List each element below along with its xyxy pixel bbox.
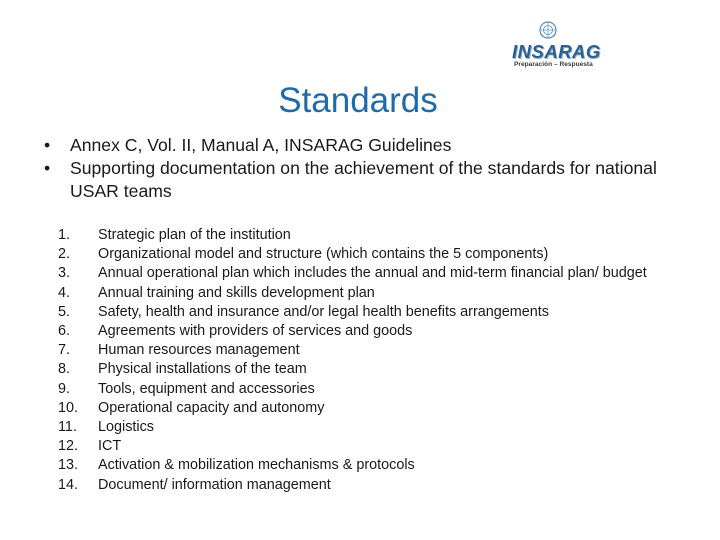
list-item: [58, 341, 668, 360]
bullet-item: [44, 134, 684, 157]
list-item: [58, 264, 668, 283]
item-text: Document/ information management: [98, 476, 331, 493]
bullet-dot-icon: •: [44, 135, 51, 155]
slide-title: Standards: [278, 81, 438, 120]
item-text: Human resources management: [98, 342, 300, 359]
list-item: [58, 303, 668, 322]
list-item: [58, 476, 668, 495]
list-item: [58, 245, 668, 264]
item-number: 13.: [58, 457, 79, 474]
item-number: 6.: [58, 323, 71, 340]
insarag-logo: [512, 20, 608, 72]
item-number: 2.: [58, 246, 71, 263]
list-item: [58, 437, 668, 456]
item-text: Activation & mobilization mechanisms & protocols: [98, 457, 415, 474]
numbered-list: [58, 226, 668, 495]
list-item: [58, 322, 668, 341]
item-text: Operational capacity and autonomy: [98, 399, 325, 416]
item-number: 5.: [58, 303, 71, 320]
item-number: 14.: [58, 476, 79, 493]
item-number: 10.: [58, 399, 79, 416]
item-text: Logistics: [98, 419, 154, 436]
bullet-text: Supporting documentation on the achievement of the standards for national USAR teams: [70, 158, 657, 201]
bullet-text: Annex C, Vol. II, Manual A, INSARAG Guidelines: [70, 135, 452, 155]
item-text: Safety, health and insurance and/or legal health benefits arrangements: [98, 303, 549, 320]
bullet-list: [44, 134, 684, 203]
bullet-dot-icon: •: [44, 158, 51, 178]
item-text: Annual training and skills development plan: [98, 284, 375, 301]
list-item: [58, 284, 668, 303]
item-text: ICT: [98, 438, 122, 455]
item-text: Agreements with providers of services and goods: [98, 323, 413, 340]
list-item: [58, 399, 668, 418]
list-item: [58, 418, 668, 437]
item-text: Annual operational plan which includes the annual and mid-term financial plan/ budget: [98, 265, 647, 282]
logo-tagline: Preparación – Respuesta: [514, 61, 593, 68]
item-number: 7.: [58, 342, 71, 359]
item-number: 9.: [58, 380, 71, 397]
item-number: 12.: [58, 438, 79, 455]
item-text: Tools, equipment and accessories: [98, 380, 315, 397]
item-number: 3.: [58, 265, 71, 282]
item-number: 4.: [58, 284, 71, 301]
list-item: [58, 456, 668, 475]
item-number: 8.: [58, 361, 71, 378]
un-emblem-icon: [538, 20, 558, 40]
item-number: 1.: [58, 227, 71, 243]
item-number: 11.: [58, 419, 77, 436]
bullet-item: [44, 157, 684, 203]
list-item: [58, 380, 668, 399]
item-text: Strategic plan of the institution: [98, 227, 291, 243]
item-text: Physical installations of the team: [98, 361, 307, 378]
list-item: [58, 360, 668, 379]
logo-wordmark: INSARAG: [512, 41, 601, 62]
item-text: Organizational model and structure (which contains the 5 components): [98, 246, 549, 263]
list-item: [58, 226, 668, 245]
